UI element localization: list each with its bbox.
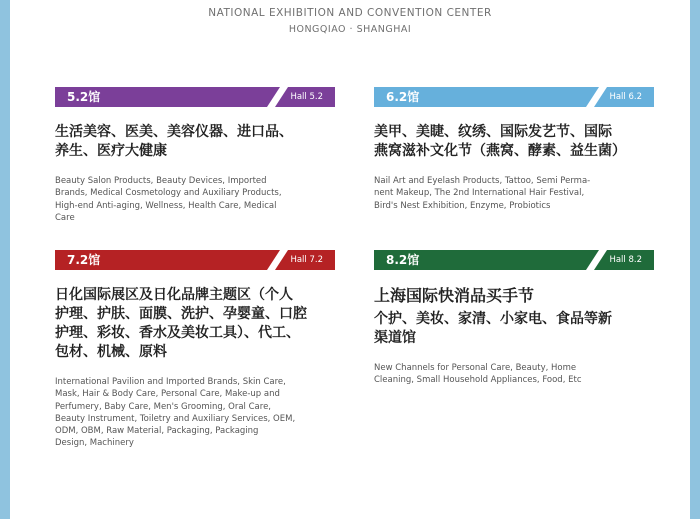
hall-description-en: Nail Art and Eyelash Products, Tattoo, Semi Perma- nent Makeup, The 2nd International Hair Festival, Bird's Nest Exhibition, Enzyme, Probiotics [374,176,591,211]
hall-bar [374,87,654,107]
hall-card-7-2 [55,250,345,450]
hall-title-cn: 美甲、美睫、纹绣、国际发艺节、国际 燕窝滋补文化节（燕窝、酵素、益生菌） [374,124,626,159]
hall-bar [55,250,335,270]
hall-title-cn: 日化国际展区及日化品牌主题区（个人 护理、护肤、面膜、洗护、孕婴童、口腔 护理、彩妆、香水及美妆工具）、代工、 包材、机械、原料 [55,287,307,360]
hall-number-cn: 8.2馆 [386,253,420,267]
hall-description-en: International Pavilion and Imported Brands, Skin Care, Mask, Hair & Body Care, Personal Care, Make-up and Perfumery, Baby Care, Men's Grooming, Oral Care, Beauty Instrument, Toiletry and Auxiliary Services, OEM, ODM, OBM, Raw Material, Packaging, Packaging Design, Machinery [55,377,296,449]
hall-title-cn: 上海国际快消品买手节 [374,286,535,305]
venue-location: HONGQIAO · SHANGHAI [288,24,412,35]
hall-card-8-2 [374,250,674,387]
hall-number-en: Hall 5.2 [290,92,323,102]
hall-number-en: Hall 8.2 [609,255,642,265]
hall-bar [374,250,654,270]
venue-name: NATIONAL EXHIBITION AND CONVENTION CENTER [208,7,492,19]
hall-card-6-2 [374,87,674,212]
page [10,0,690,519]
hall-number-en: Hall 6.2 [609,92,642,102]
hall-number-cn: 6.2馆 [386,90,420,104]
hall-bar [55,87,335,107]
venue-header [10,6,690,37]
hall-subtitle-cn: 个护、美妆、家清、小家电、食品等新 渠道馆 [374,311,612,346]
hall-number-cn: 5.2馆 [67,90,101,104]
hall-card-5-2 [55,87,345,224]
hall-description-en: Beauty Salon Products, Beauty Devices, Imported Brands, Medical Cosmetology and Auxiliary Products, High-end Anti-aging, Wellness, Health Care, Medical Care [55,176,282,223]
hall-number-cn: 7.2馆 [67,253,101,267]
hall-number-en: Hall 7.2 [290,255,323,265]
hall-description-en: New Channels for Personal Care, Beauty, Home Cleaning, Small Household Appliances, Food, Etc [374,363,582,386]
hall-title-cn: 生活美容、医美、美容仪器、进口品、 养生、医疗大健康 [55,124,293,159]
